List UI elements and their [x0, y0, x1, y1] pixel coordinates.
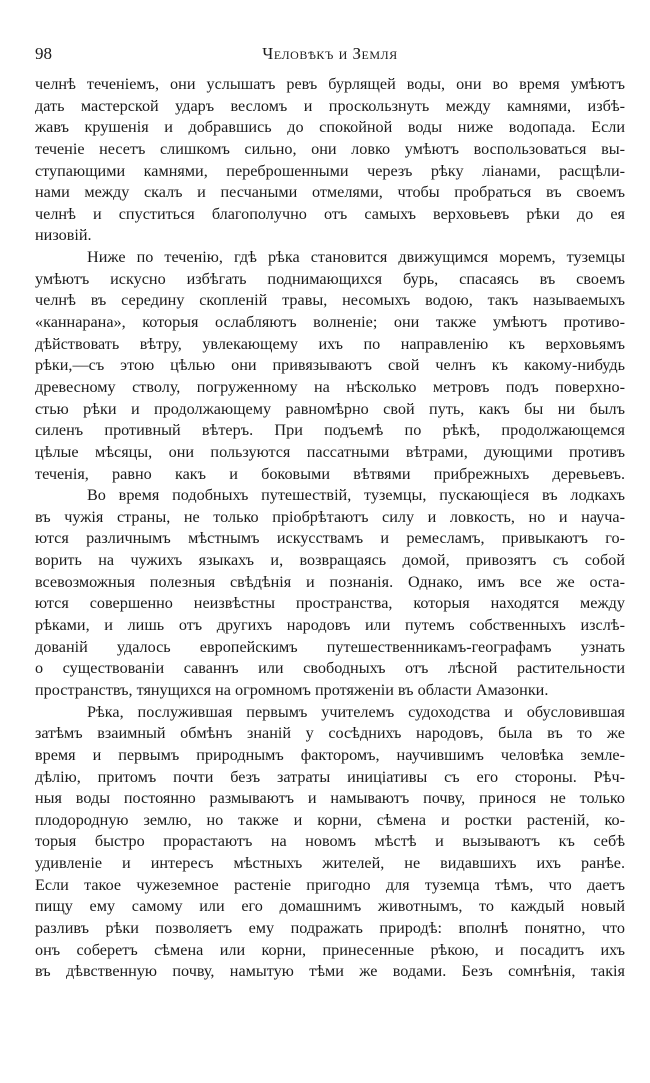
text-line: удивленіе и интересъ мѣстныхъ жителей, не видавшихъ ихъ ранѣе. — [35, 854, 625, 873]
paragraph — [35, 247, 625, 485]
text-line: пространствъ, тянущихся на огромномъ протяженіи въ области Амазонки. — [35, 680, 549, 699]
text-line: Ниже по теченію, гдѣ рѣка становится движущимся моремъ, туземцы — [87, 248, 625, 267]
text-line: ворить на чужихъ языкахъ и, возвращаясь домой, привозятъ съ собой — [35, 551, 625, 570]
text-line: дованій удалось европейскимъ путешественникамъ-географамъ узнать — [35, 637, 625, 656]
text-line: время и первымъ природнымъ факторомъ, научившимъ человѣка земле- — [35, 745, 625, 764]
paragraph — [35, 485, 625, 701]
paragraph — [35, 702, 625, 983]
text-line: ются совершенно неизвѣстны пространства, которыя находятся между — [35, 594, 625, 613]
text-line: челнѣ и спуститься благополучно отъ самыхъ верховьевъ рѣки до ея — [35, 204, 625, 223]
text-line: всевозможныя полезныя свѣдѣнія и познанія. Однако, имъ все же оста- — [35, 572, 625, 591]
text-line: разливъ рѣки позволяетъ ему подражать природѣ: вполнѣ понятно, что — [35, 918, 625, 937]
text-line: плодородную землю, но также и корни, сѣмена и ростки растеній, ко- — [35, 810, 625, 829]
running-title: Человѣкъ и Земля — [262, 44, 398, 63]
text-line: «каннарана», которыя ослабляютъ волненіе; они также умѣютъ противо- — [35, 313, 625, 332]
text-line: онъ соберетъ сѣмена или корни, принесенные рѣкою, и посадитъ ихъ — [35, 940, 625, 959]
text-line: древесному стволу, погруженному на нѣсколько метровъ подъ поверхно- — [35, 377, 625, 396]
text-line: рѣки,—съ этою цѣлью они привязываютъ свой челнъ къ какому-нибудь — [35, 356, 625, 375]
page-body — [35, 74, 625, 983]
text-line: низовій. — [35, 226, 92, 245]
text-line: рѣками, и лишь отъ другихъ народовъ или путемъ собственныхъ изслѣ- — [35, 616, 625, 635]
text-line: Во время подобныхъ путешествій, туземцы, пускающіеся въ лодкахъ — [87, 486, 625, 505]
text-line: Рѣка, послужившая первымъ учителемъ судоходства и обусловившая — [87, 702, 625, 721]
text-line: въ чужія страны, не только пріобрѣтаютъ силу и ловкость, но и научa- — [35, 507, 625, 526]
text-line: силенъ противный вѣтеръ. При подъемѣ по рѣкѣ, продолжающемся — [35, 421, 625, 440]
text-line: ныя воды постоянно размываютъ и намываютъ почву, принося не только — [35, 789, 625, 808]
text-line: дѣйствовать вѣтру, увлекающему ихъ по направленію къ верховьямъ — [35, 334, 625, 353]
text-line: челнѣ въ середину скопленій травы, несомыхъ водою, такъ называемыхъ — [35, 291, 625, 310]
text-line: нами между скалъ и песчаными отмелями, чтобы пробраться въ своемъ — [35, 183, 625, 202]
text-line: торыя быстро прорастаютъ на новомъ мѣстѣ и вызываютъ къ себѣ — [35, 832, 625, 851]
text-line: теченія, равно какъ и боковыми вѣтвями прибрежныхъ деревьевъ. — [35, 464, 625, 483]
text-line: теченіе несетъ слишкомъ сильно, они ловко умѣютъ воспользоваться вы- — [35, 139, 625, 158]
text-line: ются различнымъ мѣстнымъ искусствамъ и ремесламъ, привыкаютъ го- — [35, 529, 625, 548]
text-line: пищу ему самому или его домашнимъ животнымъ, то каждый новый — [35, 897, 625, 916]
text-line: ступающими камнями, переброшенными черезъ рѣку ліанами, расщѣли- — [35, 161, 625, 180]
text-line: жавъ крушенія и добравшись до спокойной воды ниже водопада. Если — [35, 118, 625, 137]
text-line: цѣлые мѣсяцы, они пользуются пассатными вѣтрами, дующими противъ — [35, 442, 625, 461]
page-number: 98 — [35, 44, 52, 63]
running-header — [35, 44, 625, 68]
text-line: дать мастерской ударъ весломъ и проскользнуть между камнями, избѣ- — [35, 96, 625, 115]
text-line: Если такое чужеземное растеніе пригодно для туземца тѣмъ, что даетъ — [35, 875, 625, 894]
text-line: о существованіи саваннъ или свободныхъ отъ лѣсной растительности — [35, 659, 625, 678]
text-line: затѣмъ взаимный обмѣнъ знаній у сосѣднихъ народовъ, была въ то же — [35, 724, 625, 743]
text-line: челнѣ теченіемъ, они услышатъ ревъ бурлящей воды, они во время умѣютъ — [35, 75, 625, 93]
text-line: умѣютъ искусно избѣгать поднимающихся бурь, спасаясь въ своемъ — [35, 269, 625, 288]
text-line: стью рѣки и продолжающему равномѣрно свой путь, какъ бы ни былъ — [35, 399, 625, 418]
text-line: въ дѣвственную почву, намытую тѣми же водами. Безъ сомнѣнія, такія — [35, 962, 625, 981]
text-line: дѣлію, притомъ почти безъ затраты иниціативы съ его стороны. Рѣч- — [35, 767, 625, 786]
paragraph — [35, 74, 625, 247]
